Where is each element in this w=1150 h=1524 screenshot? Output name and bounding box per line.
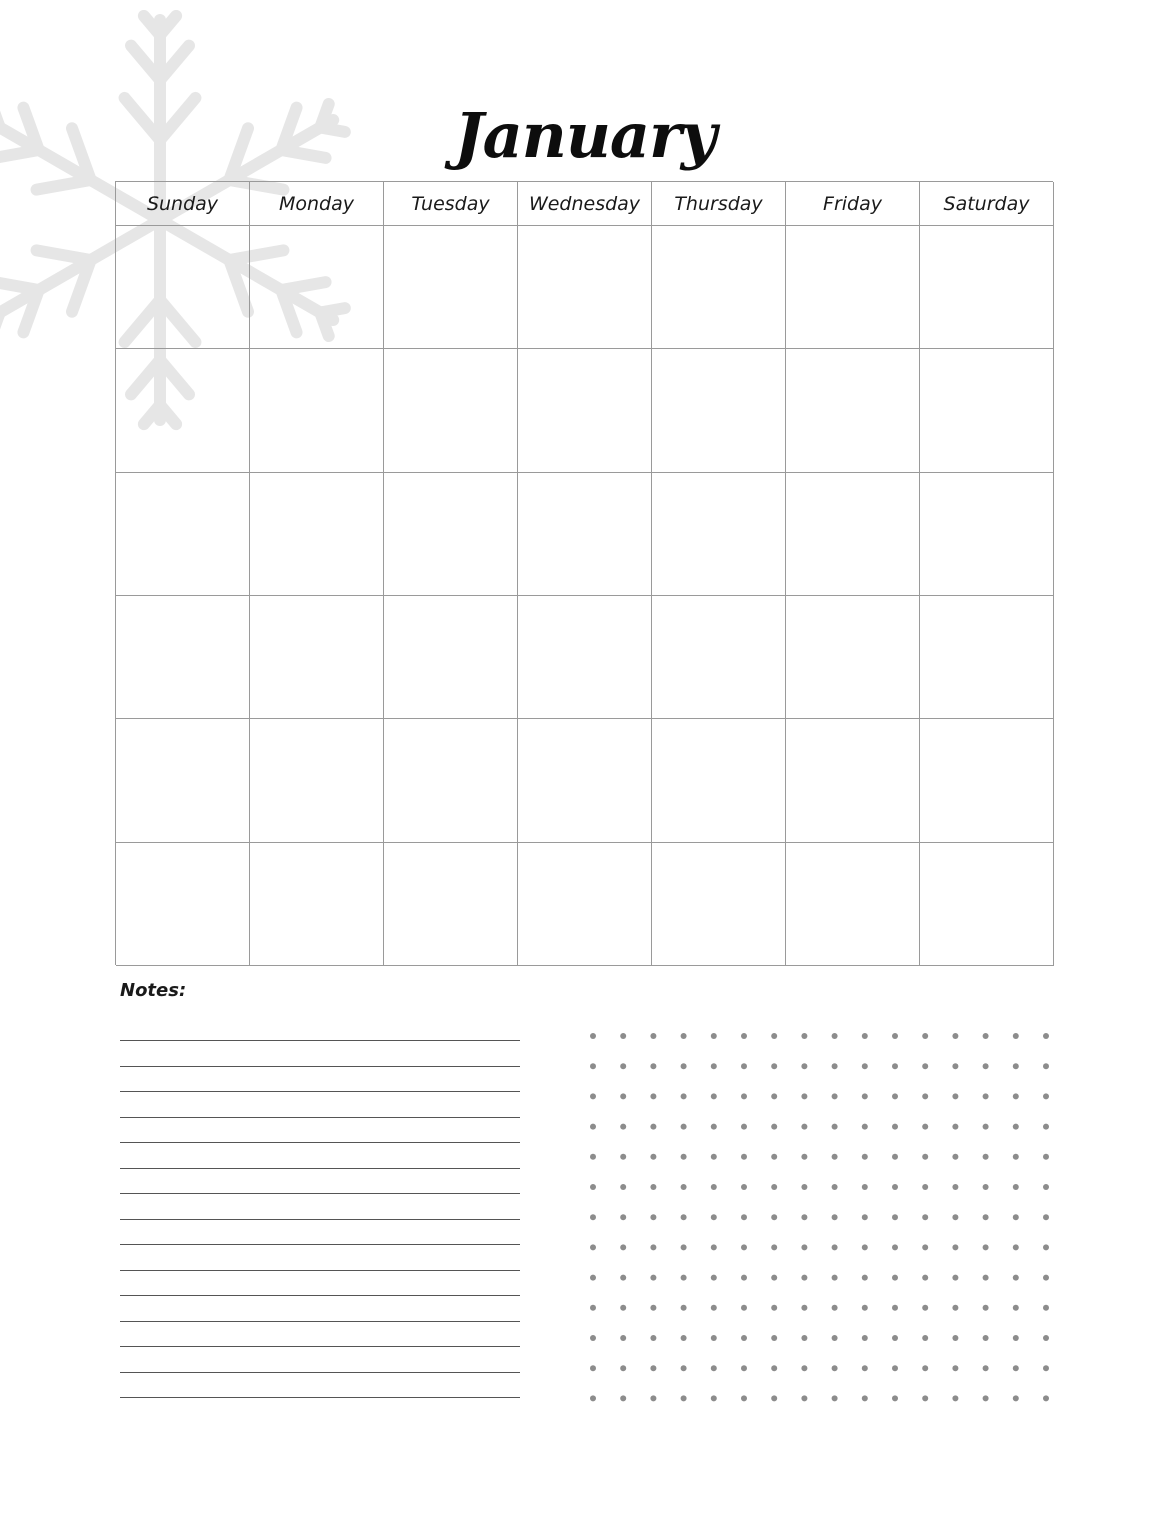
grid-dot bbox=[741, 1275, 747, 1281]
grid-dot bbox=[741, 1365, 747, 1371]
grid-dot bbox=[620, 1093, 626, 1099]
day-cell[interactable] bbox=[384, 226, 518, 349]
grid-dot bbox=[741, 1335, 747, 1341]
grid-dot bbox=[711, 1214, 717, 1220]
grid-dot bbox=[862, 1365, 868, 1371]
grid-dot bbox=[590, 1244, 596, 1250]
grid-dot bbox=[650, 1214, 656, 1220]
grid-dot bbox=[801, 1033, 807, 1039]
day-cell[interactable] bbox=[652, 596, 786, 719]
weekday-header: Monday bbox=[250, 182, 384, 226]
day-cell[interactable] bbox=[652, 226, 786, 349]
grid-dot bbox=[832, 1275, 838, 1281]
grid-dot bbox=[711, 1365, 717, 1371]
grid-dot bbox=[741, 1033, 747, 1039]
weekday-header: Friday bbox=[786, 182, 920, 226]
day-cell[interactable] bbox=[786, 473, 920, 596]
grid-dot bbox=[801, 1275, 807, 1281]
grid-dot bbox=[711, 1184, 717, 1190]
day-cell[interactable] bbox=[652, 349, 786, 472]
day-cell[interactable] bbox=[652, 843, 786, 966]
grid-dot bbox=[922, 1033, 928, 1039]
day-cell[interactable] bbox=[920, 349, 1054, 472]
grid-dot bbox=[983, 1365, 989, 1371]
grid-dot bbox=[952, 1154, 958, 1160]
day-cell[interactable] bbox=[518, 596, 652, 719]
day-cell[interactable] bbox=[920, 719, 1054, 842]
weekday-header: Thursday bbox=[652, 182, 786, 226]
grid-dot bbox=[681, 1033, 687, 1039]
grid-dot bbox=[1043, 1063, 1049, 1069]
grid-dot bbox=[952, 1124, 958, 1130]
grid-dot bbox=[771, 1275, 777, 1281]
note-line[interactable] bbox=[120, 1091, 520, 1092]
grid-dot bbox=[983, 1244, 989, 1250]
grid-dot bbox=[681, 1214, 687, 1220]
grid-dot bbox=[862, 1063, 868, 1069]
note-line[interactable] bbox=[120, 1219, 520, 1220]
note-line[interactable] bbox=[120, 1040, 520, 1041]
weekday-header: Tuesday bbox=[384, 182, 518, 226]
grid-dot bbox=[801, 1063, 807, 1069]
grid-dot bbox=[1013, 1275, 1019, 1281]
day-cell[interactable] bbox=[786, 719, 920, 842]
grid-dot bbox=[1043, 1033, 1049, 1039]
grid-dot bbox=[892, 1335, 898, 1341]
grid-dot bbox=[1043, 1335, 1049, 1341]
grid-dot bbox=[832, 1184, 838, 1190]
grid-dot bbox=[1013, 1124, 1019, 1130]
day-cell[interactable] bbox=[116, 719, 250, 842]
grid-dot bbox=[711, 1154, 717, 1160]
day-cell[interactable] bbox=[116, 226, 250, 349]
grid-dot bbox=[862, 1184, 868, 1190]
grid-dot bbox=[1013, 1063, 1019, 1069]
grid-dot bbox=[741, 1214, 747, 1220]
calendar-grid bbox=[115, 181, 1053, 965]
grid-dot bbox=[1043, 1093, 1049, 1099]
day-cell[interactable] bbox=[250, 349, 384, 472]
day-cell[interactable] bbox=[920, 596, 1054, 719]
grid-dot bbox=[620, 1395, 626, 1401]
grid-dot bbox=[1013, 1395, 1019, 1401]
grid-dot bbox=[1013, 1305, 1019, 1311]
grid-dot bbox=[741, 1305, 747, 1311]
grid-dot bbox=[1043, 1395, 1049, 1401]
grid-dot bbox=[922, 1275, 928, 1281]
grid-dot bbox=[892, 1154, 898, 1160]
grid-dot bbox=[1043, 1154, 1049, 1160]
grid-dot bbox=[590, 1214, 596, 1220]
grid-dot bbox=[862, 1395, 868, 1401]
grid-dot bbox=[801, 1214, 807, 1220]
page-title: January bbox=[454, 99, 716, 172]
grid-dot bbox=[983, 1275, 989, 1281]
note-line[interactable] bbox=[120, 1397, 520, 1398]
grid-dot bbox=[771, 1063, 777, 1069]
grid-dot bbox=[801, 1154, 807, 1160]
grid-dot bbox=[832, 1154, 838, 1160]
grid-dot bbox=[801, 1365, 807, 1371]
day-cell[interactable] bbox=[250, 473, 384, 596]
grid-dot bbox=[681, 1093, 687, 1099]
grid-dot bbox=[922, 1214, 928, 1220]
grid-dot bbox=[801, 1305, 807, 1311]
day-cell[interactable] bbox=[116, 596, 250, 719]
grid-dot bbox=[741, 1244, 747, 1250]
grid-dot bbox=[922, 1335, 928, 1341]
grid-dot bbox=[650, 1275, 656, 1281]
grid-dot bbox=[832, 1093, 838, 1099]
grid-dot bbox=[952, 1305, 958, 1311]
day-cell[interactable] bbox=[518, 226, 652, 349]
day-cell[interactable] bbox=[920, 226, 1054, 349]
grid-dot bbox=[771, 1305, 777, 1311]
grid-dot bbox=[590, 1305, 596, 1311]
note-line[interactable] bbox=[120, 1117, 520, 1118]
note-line[interactable] bbox=[120, 1193, 520, 1194]
day-cell[interactable] bbox=[250, 719, 384, 842]
grid-dot bbox=[650, 1124, 656, 1130]
grid-dot bbox=[741, 1093, 747, 1099]
grid-dot bbox=[650, 1154, 656, 1160]
grid-dot bbox=[741, 1124, 747, 1130]
grid-dot bbox=[862, 1033, 868, 1039]
grid-dot bbox=[983, 1305, 989, 1311]
grid-dot bbox=[832, 1214, 838, 1220]
day-cell[interactable] bbox=[116, 473, 250, 596]
notes-lines bbox=[120, 1040, 520, 1423]
grid-dot bbox=[681, 1365, 687, 1371]
grid-dot bbox=[892, 1093, 898, 1099]
grid-dot bbox=[892, 1365, 898, 1371]
day-cell[interactable] bbox=[384, 596, 518, 719]
note-line[interactable] bbox=[120, 1346, 520, 1347]
grid-dot bbox=[590, 1124, 596, 1130]
grid-dot bbox=[711, 1033, 717, 1039]
grid-dot bbox=[1043, 1124, 1049, 1130]
grid-dot bbox=[1013, 1093, 1019, 1099]
grid-dot bbox=[771, 1214, 777, 1220]
day-cell[interactable] bbox=[250, 843, 384, 966]
grid-dot bbox=[952, 1214, 958, 1220]
grid-dot bbox=[862, 1335, 868, 1341]
grid-dot bbox=[952, 1275, 958, 1281]
grid-dot bbox=[590, 1063, 596, 1069]
day-cell[interactable] bbox=[518, 349, 652, 472]
grid-dot bbox=[590, 1154, 596, 1160]
grid-dot bbox=[952, 1184, 958, 1190]
grid-dot bbox=[832, 1305, 838, 1311]
note-line[interactable] bbox=[120, 1270, 520, 1271]
grid-dot bbox=[620, 1244, 626, 1250]
grid-dot bbox=[892, 1214, 898, 1220]
day-cell[interactable] bbox=[652, 719, 786, 842]
grid-dot bbox=[892, 1033, 898, 1039]
grid-dot bbox=[892, 1124, 898, 1130]
grid-dot bbox=[983, 1335, 989, 1341]
weekday-header: Wednesday bbox=[518, 182, 652, 226]
grid-dot bbox=[711, 1063, 717, 1069]
day-cell[interactable] bbox=[384, 843, 518, 966]
grid-dot bbox=[650, 1365, 656, 1371]
grid-dot bbox=[711, 1275, 717, 1281]
note-line[interactable] bbox=[120, 1372, 520, 1373]
grid-dot bbox=[590, 1365, 596, 1371]
grid-dot bbox=[711, 1395, 717, 1401]
grid-dot bbox=[620, 1335, 626, 1341]
weekday-header: Sunday bbox=[116, 182, 250, 226]
grid-dot bbox=[862, 1244, 868, 1250]
grid-dot bbox=[922, 1184, 928, 1190]
grid-dot bbox=[650, 1063, 656, 1069]
grid-dot bbox=[590, 1335, 596, 1341]
grid-dot bbox=[620, 1063, 626, 1069]
grid-dot bbox=[832, 1335, 838, 1341]
grid-dot bbox=[922, 1154, 928, 1160]
grid-dot bbox=[862, 1305, 868, 1311]
grid-dot bbox=[711, 1305, 717, 1311]
grid-dot bbox=[922, 1305, 928, 1311]
grid-dot bbox=[650, 1093, 656, 1099]
day-cell[interactable] bbox=[652, 473, 786, 596]
grid-dot bbox=[832, 1033, 838, 1039]
grid-dot bbox=[650, 1335, 656, 1341]
grid-dot bbox=[832, 1124, 838, 1130]
grid-dot bbox=[650, 1184, 656, 1190]
grid-dot bbox=[771, 1335, 777, 1341]
grid-dot bbox=[862, 1275, 868, 1281]
grid-dot bbox=[983, 1033, 989, 1039]
grid-dot bbox=[590, 1395, 596, 1401]
grid-dot bbox=[862, 1093, 868, 1099]
grid-dot bbox=[1013, 1335, 1019, 1341]
grid-dot bbox=[1013, 1033, 1019, 1039]
grid-dot bbox=[1043, 1184, 1049, 1190]
grid-dot bbox=[620, 1184, 626, 1190]
day-cell[interactable] bbox=[786, 226, 920, 349]
grid-dot bbox=[1013, 1154, 1019, 1160]
grid-dot bbox=[892, 1244, 898, 1250]
day-cell[interactable] bbox=[384, 473, 518, 596]
grid-dot bbox=[1043, 1214, 1049, 1220]
grid-dot bbox=[862, 1124, 868, 1130]
grid-dot bbox=[681, 1275, 687, 1281]
weekday-header: Saturday bbox=[920, 182, 1054, 226]
grid-dot bbox=[741, 1154, 747, 1160]
grid-dot bbox=[1013, 1244, 1019, 1250]
grid-dot bbox=[711, 1093, 717, 1099]
grid-dot bbox=[681, 1063, 687, 1069]
grid-dot bbox=[952, 1093, 958, 1099]
notes-label: Notes: bbox=[120, 980, 187, 1001]
grid-dot bbox=[801, 1093, 807, 1099]
grid-dot bbox=[922, 1063, 928, 1069]
grid-dot bbox=[620, 1305, 626, 1311]
grid-dot bbox=[892, 1063, 898, 1069]
grid-dot bbox=[801, 1395, 807, 1401]
day-cell[interactable] bbox=[384, 349, 518, 472]
grid-dot bbox=[832, 1063, 838, 1069]
grid-dot bbox=[590, 1093, 596, 1099]
grid-dot bbox=[711, 1244, 717, 1250]
grid-dot bbox=[681, 1184, 687, 1190]
day-cell[interactable] bbox=[116, 349, 250, 472]
grid-dot bbox=[983, 1395, 989, 1401]
note-line[interactable] bbox=[120, 1168, 520, 1169]
day-cell[interactable] bbox=[518, 843, 652, 966]
note-line[interactable] bbox=[120, 1142, 520, 1143]
day-cell[interactable] bbox=[920, 473, 1054, 596]
note-line[interactable] bbox=[120, 1066, 520, 1067]
dot-grid bbox=[580, 1022, 1060, 1414]
grid-dot bbox=[771, 1244, 777, 1250]
grid-dot bbox=[741, 1184, 747, 1190]
grid-dot bbox=[922, 1365, 928, 1371]
grid-dot bbox=[771, 1154, 777, 1160]
grid-dot bbox=[952, 1063, 958, 1069]
grid-dot bbox=[922, 1093, 928, 1099]
grid-dot bbox=[952, 1244, 958, 1250]
grid-dot bbox=[1043, 1305, 1049, 1311]
day-cell[interactable] bbox=[250, 226, 384, 349]
grid-dot bbox=[922, 1124, 928, 1130]
grid-dot bbox=[711, 1335, 717, 1341]
grid-dot bbox=[681, 1124, 687, 1130]
grid-dot bbox=[771, 1124, 777, 1130]
day-cell[interactable] bbox=[518, 473, 652, 596]
grid-dot bbox=[681, 1395, 687, 1401]
grid-dot bbox=[771, 1093, 777, 1099]
day-cell[interactable] bbox=[250, 596, 384, 719]
grid-dot bbox=[983, 1063, 989, 1069]
grid-dot bbox=[650, 1244, 656, 1250]
grid-dot bbox=[590, 1275, 596, 1281]
grid-dot bbox=[952, 1365, 958, 1371]
grid-dot bbox=[771, 1395, 777, 1401]
grid-dot bbox=[590, 1184, 596, 1190]
day-cell[interactable] bbox=[786, 596, 920, 719]
grid-dot bbox=[862, 1154, 868, 1160]
grid-dot bbox=[650, 1033, 656, 1039]
grid-dot bbox=[590, 1033, 596, 1039]
grid-dot bbox=[771, 1033, 777, 1039]
grid-dot bbox=[620, 1154, 626, 1160]
day-cell[interactable] bbox=[786, 349, 920, 472]
grid-dot bbox=[650, 1395, 656, 1401]
note-line[interactable] bbox=[120, 1244, 520, 1245]
grid-dot bbox=[711, 1124, 717, 1130]
grid-dot bbox=[832, 1244, 838, 1250]
grid-dot bbox=[983, 1093, 989, 1099]
grid-dot bbox=[801, 1184, 807, 1190]
day-cell[interactable] bbox=[116, 843, 250, 966]
grid-dot bbox=[983, 1124, 989, 1130]
grid-dot bbox=[620, 1365, 626, 1371]
grid-dot bbox=[892, 1184, 898, 1190]
grid-dot bbox=[892, 1395, 898, 1401]
grid-dot bbox=[832, 1395, 838, 1401]
grid-dot bbox=[832, 1365, 838, 1371]
grid-dot bbox=[983, 1184, 989, 1190]
day-cell[interactable] bbox=[920, 843, 1054, 966]
grid-dot bbox=[892, 1305, 898, 1311]
day-cell[interactable] bbox=[518, 719, 652, 842]
grid-dot bbox=[681, 1154, 687, 1160]
grid-dot bbox=[801, 1124, 807, 1130]
grid-dot bbox=[952, 1335, 958, 1341]
grid-dot bbox=[771, 1365, 777, 1371]
note-line[interactable] bbox=[120, 1321, 520, 1322]
grid-dot bbox=[681, 1244, 687, 1250]
grid-dot bbox=[1043, 1244, 1049, 1250]
grid-dot bbox=[1013, 1214, 1019, 1220]
grid-dot bbox=[741, 1063, 747, 1069]
grid-dot bbox=[681, 1335, 687, 1341]
grid-dot bbox=[801, 1335, 807, 1341]
grid-dot bbox=[650, 1305, 656, 1311]
grid-dot bbox=[952, 1033, 958, 1039]
grid-dot bbox=[922, 1244, 928, 1250]
grid-dot bbox=[1013, 1184, 1019, 1190]
grid-dot bbox=[862, 1214, 868, 1220]
grid-dot bbox=[983, 1214, 989, 1220]
grid-dot bbox=[1013, 1365, 1019, 1371]
grid-dot bbox=[620, 1124, 626, 1130]
grid-dot bbox=[1043, 1275, 1049, 1281]
grid-dot bbox=[952, 1395, 958, 1401]
grid-dot bbox=[681, 1305, 687, 1311]
day-cell[interactable] bbox=[786, 843, 920, 966]
grid-dot bbox=[620, 1214, 626, 1220]
grid-dot bbox=[983, 1154, 989, 1160]
grid-dot bbox=[620, 1275, 626, 1281]
grid-dot bbox=[922, 1395, 928, 1401]
grid-dot bbox=[892, 1275, 898, 1281]
grid-dot bbox=[1043, 1365, 1049, 1371]
day-cell[interactable] bbox=[384, 719, 518, 842]
grid-dot bbox=[771, 1184, 777, 1190]
note-line[interactable] bbox=[120, 1295, 520, 1296]
grid-dot bbox=[741, 1395, 747, 1401]
grid-dot bbox=[620, 1033, 626, 1039]
grid-dot bbox=[801, 1244, 807, 1250]
